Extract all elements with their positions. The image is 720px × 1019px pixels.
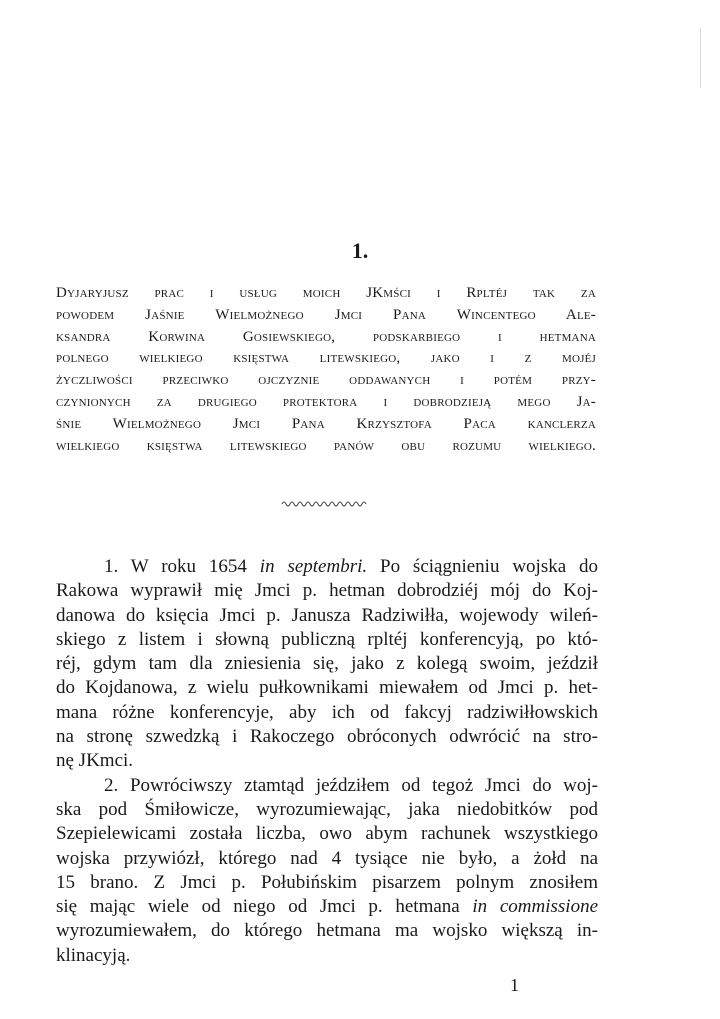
italic-run: in septembri. (259, 556, 368, 577)
text-run: się mając wiele od niego od Jmci p. hetmana (56, 896, 460, 918)
heading-line: ksandra Korwina Gosiewskiego, podskarbiego i hetmana (56, 328, 596, 345)
paragraph-line: nę JKmci. (56, 750, 134, 772)
paragraph-line: do Kojdanowa, z wielu pułkownikami miewałem od Jmci p. het- (56, 677, 598, 699)
paragraph-line: wojska przywiózł, którego nad 4 tysiące nie było, a żołd na (56, 847, 598, 869)
paragraph-line: wyrozumiewałem, do którego hetmana ma wojsko większą in- (56, 920, 598, 942)
paragraph-line: ska pod Śmiłowicze, wyrozumiewając, jaka niedobitków pod (56, 798, 598, 820)
paragraph-line: Szepielewicami została liczba, owo abym rachunek wszystkiego (56, 823, 598, 845)
italic-run: in commissione (472, 896, 599, 918)
paragraph-line (56, 895, 598, 919)
paragraph-line: na stronę szwedzką i Rakoczego obróconych odwrócić na stro- (56, 726, 598, 748)
paragraph-line: réj, gdym tam dla zniesienia się, jako z kolegą swoim, jeździł (56, 653, 598, 675)
ornament-divider (280, 497, 370, 511)
paragraph-line: skiego z listem i słowną publiczną rpltéj konferencyją, po któ- (56, 628, 598, 650)
heading-line: polnego wielkiego księstwa litewskiego, jako i z mojéj (56, 350, 596, 367)
heading-line: wielkiego księstwa litewskiego panów obu rozumu wielkiego. (56, 437, 596, 454)
body-text (56, 555, 598, 968)
paragraph-line: Rakowa wyprawił mię Jmci p. hetman dobrodziéj mój do Koj- (56, 580, 598, 602)
paragraph-line: 15 brano. Z Jmci p. Połubińskim pisarzem polnym znosiłem (56, 871, 598, 893)
chapter-number: 1. (351, 238, 369, 263)
scan-edge-mark (700, 28, 701, 88)
heading-line: powodem Jaśnie Wielmożnego Jmci Pana Wincentego Ale- (56, 306, 596, 323)
paragraph-line: klinacyją. (56, 944, 131, 966)
chapter-heading (56, 283, 596, 457)
paragraph-line: danowa do księcia Jmci p. Janusza Radziwiłła, wojewody wileń- (56, 604, 598, 626)
paragraph-line: 2. Powróciwszy ztamtąd jeździłem od tegoż Jmci do woj- (104, 774, 598, 796)
heading-line: śnie Wielmożnego Jmci Pana Krzysztofa Paca kanclerza (56, 415, 596, 432)
page-number: 1 (510, 975, 519, 995)
text-run: 1. W roku 1654 (104, 556, 247, 577)
text-run: Po ściągnieniu wojska do (380, 556, 599, 577)
heading-line: życzliwości przeciwko ojczyznie oddawanych i potém przy- (56, 372, 596, 389)
paragraph-line: mana różne konferencyje, aby ich od fakcyj radziwiłłowskich (56, 701, 598, 723)
heading-line: czynionych za drugiego protektora i dobrodzieją mego Ja- (56, 393, 596, 410)
heading-line: Dyjaryjusz prac i usług moich JKmści i Rpltéj tak za (56, 285, 596, 301)
paragraph-line (56, 555, 598, 579)
